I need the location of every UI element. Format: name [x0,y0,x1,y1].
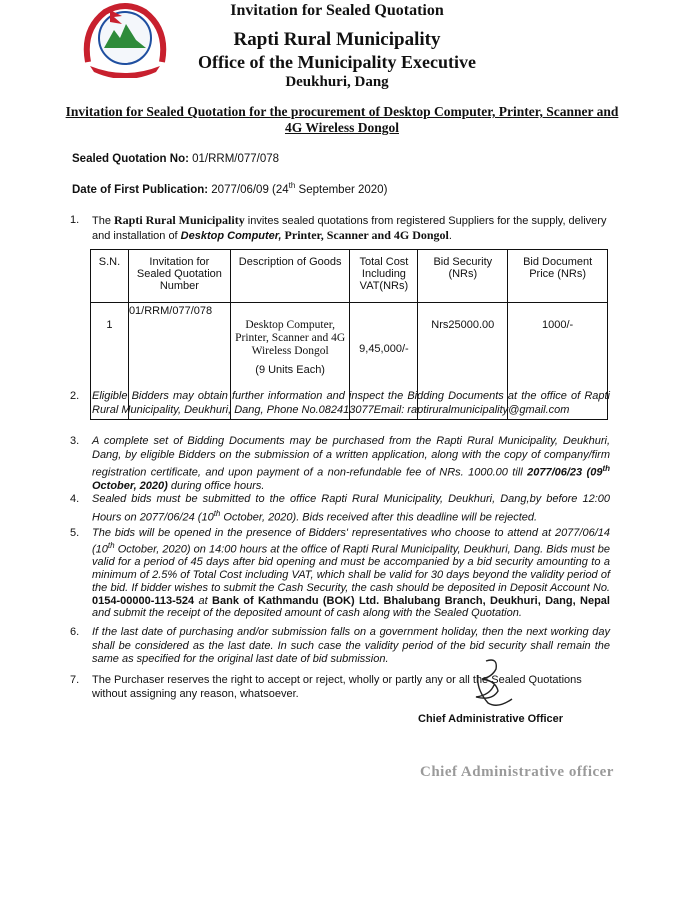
clause-5-text-a: The bids will be opened in the presence of Bidders' representatives who choose to attend at 2077/06/14 (10 [92,527,610,556]
clause-7 [70,674,610,702]
table-header-row [91,250,608,303]
clause-3-text-d: during office hours. [167,480,265,493]
quotation-number-value: 01/RRM/077/078 [188,153,280,165]
cell-bid-security: Nrs25000.00 [418,303,508,420]
clause-3-text-a: A complete set of Bidding Documents may be purchased from the Rapti Rural Municipality, Deukhuri, Dang, by eligible Bidders on the submission of a written application, along with the copy of company/firm registration certificate, and upon payment of a non-refundable fee of NRs. 1000.00 till [92,435,610,479]
clause-text [92,527,610,620]
notice-subject: Invitation for Sealed Quotation for the procurement of Desktop Computer, Printer, Scanner and 4G Wireless Dongol [65,104,619,135]
clause-number: 1. [70,214,80,226]
clause-3-deadline: 2077/06/23 (09 [527,466,603,479]
clause-number: 2. [70,390,80,402]
clause-text: The Purchaser reserves the right to accept or reject, wholly or partly any or all the Sealed Quotations without assigning any reason, whatsoever. [92,674,582,700]
clause-number: 7. [70,674,80,686]
clause-2 [70,390,610,432]
column-header: Bid Security (NRs) [418,250,508,303]
clause-5-text-f: and submit the receipt of the deposited amount of cash along with the Sealed Quotation. [92,607,522,620]
goods-description: Desktop Computer, Printer, Scanner and 4G Wireless Dongol [235,319,346,357]
clause-4-text-b: October, 2020). Bids received after this deadline will be rejected. [220,511,538,524]
official-stamp-text: Chief Administrative officer [420,764,614,780]
clause-text: Eligible Bidders may obtain further information and inspect the Bidding Documents at the office of Rapti Rural Municipality, Deukhuri, Dang, Phone No.082413077Email: raptiruralmunicipality@gmail.com [92,390,610,416]
clause-5-sup: th [107,540,115,550]
office-location: Deukhuri, Dang [285,74,389,90]
clause-6 [70,626,610,668]
quotation-number-label: Sealed Quotation No: [72,153,189,165]
clause-3-sup: th [602,464,611,473]
clause-1-text-a: The [92,215,115,227]
clause-5-text-b: October, 2020) on 14:00 hours at the office of Rapti Rural Municipality, Deukhuri, Dang. Bids must be valid for a period of 45 days after bid opening and must be accompanied by a bid security amounting to a minimum of 2.5% of Total Cost including VAT, which shall be valid for 30 days beyond the validity period of the bid. If bidder wishes to submit the Cash Security, the cash should be deposited in Deposit Account No. [92,543,610,594]
invitation-heading: Invitation for Sealed Quotation [230,2,444,19]
municipality-name: Rapti Rural Municipality [233,29,441,50]
publication-date-line [72,181,387,196]
column-header: Description of Goods [230,250,350,303]
office-name: Office of the Municipality Executive [198,52,476,72]
clause-text [92,493,610,525]
clause-1-text-f: . [448,229,452,242]
goods-units: (9 Units Each) [255,364,325,376]
clause-1 [70,214,610,242]
clause-3-deadline-tail: October, 2020) [92,480,168,493]
publication-date-sup: th [288,181,296,190]
publication-date-value: 2077/06/09 (24 [208,183,289,196]
column-header: Bid Document Price (NRs) [508,250,608,303]
clause-1-text-c: invites sealed quotations from registered Suppliers for the supply, delivery and installation of [92,215,607,242]
clause-1-goods-others: Printer, Scanner and 4G Dongol [281,227,449,242]
cell-quotation-number: 01/RRM/077/078 [128,303,230,420]
clause-number: 4. [70,493,80,505]
quotation-number-line [72,153,279,165]
signatory-title: Chief Administrative Officer [418,713,564,725]
publication-date-tail: September 2020) [295,183,388,196]
clause-4-sup: th [213,508,221,518]
cell-total-cost: 9,45,000/- [350,303,418,420]
column-header: S.N. [91,250,129,303]
clause-5-bank-name: Bank of Kathmandu (BOK) Ltd. Bhalubang Branch, Deukhuri, Dang, Nepal [212,594,610,607]
clause-number: 5. [70,527,80,539]
clause-number: 6. [70,626,80,638]
clause-5-account-number: 0154-00000-113-524 [92,594,195,607]
clause-5-text-d: at [194,594,213,607]
clause-number: 3. [70,435,80,447]
clause-5 [70,527,610,623]
clause-4 [70,493,610,524]
cell-document-price: 1000/- [508,303,608,420]
clause-text [92,214,610,243]
cell-sn: 1 [91,303,129,420]
clause-text: If the last date of purchasing and/or submission falls on a government holiday, then the next working day shall be considered as the last date. In such case the validity period of the bid security shall remain the same as specified for the original last date of bid submission. [92,626,610,665]
clause-1-municipality: Rapti Rural Municipality [114,213,245,227]
clause-text [92,435,610,494]
column-header: Total Cost Including VAT(NRs) [350,250,418,303]
publication-date-label: Date of First Publication: [72,183,209,196]
signature-mark [464,655,524,710]
clause-1-goods-desktop: Desktop Computer, [180,229,282,242]
clause-4-text-a: Sealed bids must be submitted to the office Rapti Rural Municipality, Deukhuri, Dang,by before 12:00 Hours on 2077/06/24 (10 [92,493,610,524]
clause-3 [70,435,610,491]
column-header: Invitation for Sealed Quotation Number [128,250,230,303]
